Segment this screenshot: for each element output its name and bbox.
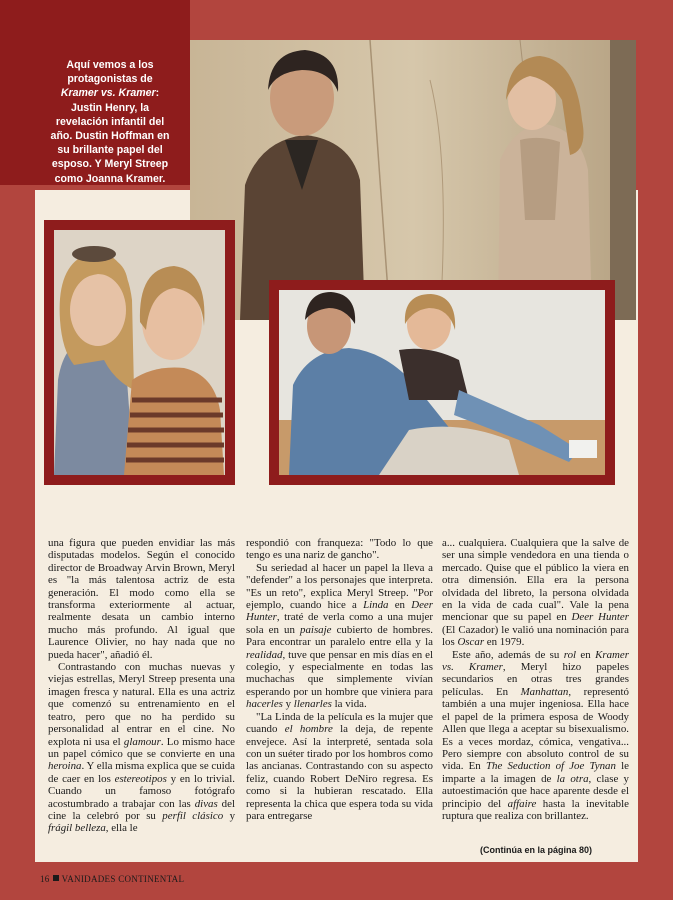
caption-line: protagonistas de [67, 73, 153, 86]
paragraph: Contrastando con muchas nuevas y viejas estrellas, Meryl Streep presenta una imagen fresca y natural. Ella es una actriz que comenzó su entrenamiento en el teatro, pero que no ha perdido su personalidad al entrar en el cine. No explota ni usa el glamour. Lo mismo hace un papel cómico que se convierte en una heroina. Y ella misma explica que se cuida de caer en los estereotipos y en lo trivial. Cuando un famoso fotógrafo acostumbrado a trabajar con las divas del cine la celebró por su perfil clásico y frágil belleza, ella le [48, 661, 236, 835]
photo-hoffman-henry [279, 290, 605, 475]
caption-line: esposo. Y Meryl Streep [51, 158, 169, 171]
caption-line: revelación infantil del [55, 115, 165, 128]
paragraph: Su seriedad al hacer un papel la lleva a "defender" a los personajes que interpreta. "Es un reto", explica Meryl Streep. "Por ejemplo, cuando hice a Linda en Deer Hunter, traté de verla como a una mujer sola en un paisaje cubierto de hombres. Para encontrar un paralelo entre ella y la realidad, tuve que pensar en mis días en el colegio, y especialmente en todas las muchachas que simplemente vivían esperando por un hombre que viniera para hacerles y llenarles la vida. [246, 561, 433, 711]
paragraph: a... cualquiera. Cualquiera que la salve de ser una simple vendedora en una tienda o mercado. Quise que el público la viera en otra dimensión. Ella era la persona olvidada del libreto, la persona olvidada en la vida de cada cual". Vale la pena mencionar que su papel en Deer Hunter (El Cazador) le valió una nominación para los Oscar en 1979. [442, 537, 629, 649]
caption-line: año. Dustin Hoffman en [50, 130, 170, 143]
paragraph: respondió con franqueza: "Todo lo que tengo es una nariz de gancho". [246, 537, 433, 562]
photo-caption [44, 58, 176, 186]
article-column-2 [246, 537, 433, 822]
page-number: 16 [40, 874, 50, 884]
paragraph: Este año, además de su rol en Kramer vs. Kramer, Meryl hizo papeles secundarios en otras tres grandes películas. En Manhattan, representó también a una mujer ingeniosa. Ella hace el papel de la primera esposa de Woody Allen que llega a aceptar su bisexualismo. Es a veces mordaz, cómica, vengativa... Pero siempre con absoluto control de su vida. En The Seduction of Joe Tynan le imparte a la imagen de la otra, clase y autoestimación que hace aparente desde el principio del affaire hasta la inevitable ruptura que realiza con brillantez. [442, 648, 629, 822]
caption-line: Justin Henry, la [70, 101, 150, 114]
square-bullet-icon [53, 875, 59, 881]
caption-line: como Joanna Kramer. [54, 172, 166, 185]
paragraph: una figura que pueden envidiar las más disputadas modelos. Según el conocido director de Broadway Arvin Brown, Meryl es "la más talentosa actriz de esta generación. El modo como ella se transforma exteriormente al actuar, realmente desata un cambio interno mucho más profundo. Al igual que Laurence Olivier, no hay nada que no pueda hacer", añadió él. [48, 537, 235, 661]
photo-streep-henry [54, 230, 225, 475]
article-column-3 [442, 537, 629, 822]
page-footer [40, 874, 184, 884]
caption-line: su brillante papel del [57, 144, 163, 157]
caption-film-title: Kramer vs. Kramer [60, 87, 156, 100]
magazine-name: VANIDADES CONTINENTAL [61, 874, 185, 884]
paragraph: "La Linda de la película es la mujer que cuando el hombre la deja, de repente envejece. Así la interpreté, sentada sola con un suéter tirado por los hombros como las ancianas. Contrastando con su aspecto feliz, cuando Robert DeNiro regresa. Es como si la hubieran rescatado. Ella representa la chica que espera toda su vida para entregarse [246, 710, 434, 822]
article-column-1 [48, 537, 235, 835]
caption-line: Aquí vemos a los [66, 59, 154, 71]
caption-line: Kramer vs. Kramer: [60, 87, 160, 100]
continued-note: (Continúa en la página 80) [480, 845, 593, 855]
photo-hoffman-streep [190, 40, 636, 320]
